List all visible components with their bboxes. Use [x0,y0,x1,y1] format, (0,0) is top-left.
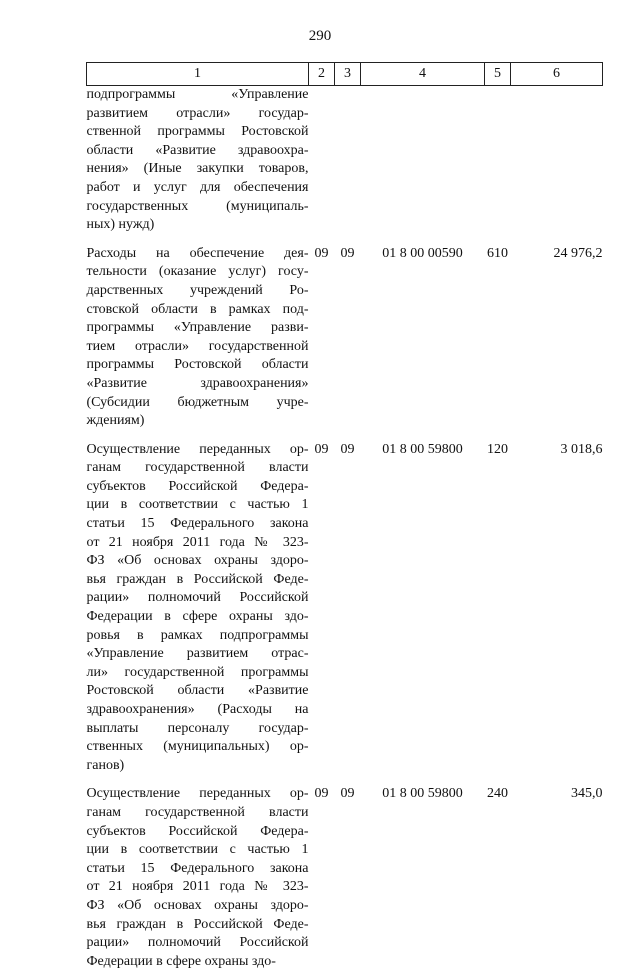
description-line: Расходы на обеспечение дея- [87,245,309,264]
description-line: ганов) [87,757,309,776]
table-row [87,441,603,776]
row-description [87,441,309,776]
description-line: тием отрасли» государственной [87,338,309,357]
description-line: рации» полномочий Российской [87,934,309,953]
table-body [87,86,603,971]
page-number: 290 [0,28,640,45]
budget-table [86,62,603,971]
row-description [87,86,309,235]
table-header-row [87,63,603,86]
description-line: ственной программы Ростовской [87,123,309,142]
description-line: от 21 ноября 2011 года № 323- [87,534,309,553]
description-line: подпрограммы «Управление [87,86,309,105]
description-line: рации» полномочий Российской [87,589,309,608]
description-line: статьи 15 Федерального закона [87,515,309,534]
description-line: ФЗ «Об основах охраны здоро- [87,552,309,571]
description-line: ганам государственной власти [87,459,309,478]
column-header-3: 3 [335,63,361,86]
target-article-code [361,86,485,235]
description-line: выплаты персоналу государ- [87,720,309,739]
table-row [87,245,603,431]
expense-type-code: 240 [485,785,511,971]
row-spacer [87,775,603,785]
description-line: вья граждан в Российской Феде- [87,916,309,935]
description-line: ных) нужд) [87,216,309,235]
row-spacer [87,235,603,245]
description-line: Федерации в сфере охраны здо- [87,608,309,627]
description-line: вья граждан в Российской Феде- [87,571,309,590]
description-line: программы Ростовской области [87,356,309,375]
description-line: субъектов Российской Федера- [87,478,309,497]
expense-type-code: 610 [485,245,511,431]
description-line: тельности (оказание услуг) госу- [87,263,309,282]
description-line: от 21 ноября 2011 года № 323- [87,878,309,897]
subsection-code: 09 [335,245,361,431]
column-header-6: 6 [511,63,603,86]
subsection-code: 09 [335,785,361,971]
description-line: ции в соответствии с частью 1 [87,496,309,515]
column-header-5: 5 [485,63,511,86]
column-header-2: 2 [309,63,335,86]
section-code [309,86,335,235]
description-line: «Развитие здравоохранения» [87,375,309,394]
description-line: ции в соответствии с частью 1 [87,841,309,860]
subsection-code: 09 [335,441,361,776]
target-article-code: 01 8 00 59800 [361,441,485,776]
description-line: развитием отрасли» государ- [87,105,309,124]
row-spacer-cell [87,235,603,245]
subsection-code [335,86,361,235]
section-code: 09 [309,785,335,971]
target-article-code: 01 8 00 59800 [361,785,485,971]
description-line: области «Развитие здравоохра- [87,142,309,161]
description-line: программы «Управление разви- [87,319,309,338]
description-line: Федерации в сфере охраны здо- [87,953,309,971]
section-code: 09 [309,245,335,431]
column-header-4: 4 [361,63,485,86]
description-line: работ и услуг для обеспечения [87,179,309,198]
description-line: Осуществление переданных ор- [87,441,309,460]
description-line: «Управление развитием отрас- [87,645,309,664]
description-line: ганам государственной власти [87,804,309,823]
column-header-1: 1 [87,63,309,86]
description-line: стовской области в рамках под- [87,301,309,320]
row-spacer-cell [87,431,603,441]
description-line: дарственных учреждений Ро- [87,282,309,301]
amount-value [511,86,603,235]
amount-value: 345,0 [511,785,603,971]
description-line: ждениям) [87,412,309,431]
amount-value: 24 976,2 [511,245,603,431]
amount-value: 3 018,6 [511,441,603,776]
row-spacer [87,431,603,441]
description-line: государственных (муниципаль- [87,198,309,217]
description-line: ственных (муниципальных) ор- [87,738,309,757]
description-line: нения» (Иные закупки товаров, [87,160,309,179]
description-line: ФЗ «Об основах охраны здоро- [87,897,309,916]
expense-type-code [485,86,511,235]
row-spacer-cell [87,775,603,785]
description-line: субъектов Российской Федера- [87,823,309,842]
row-description [87,245,309,431]
description-line: (Субсидии бюджетным учре- [87,394,309,413]
expense-type-code: 120 [485,441,511,776]
row-description [87,785,309,971]
description-line: здравоохранения» (Расходы на [87,701,309,720]
target-article-code: 01 8 00 00590 [361,245,485,431]
description-line: ли» государственной программы [87,664,309,683]
description-line: Ростовской области «Развитие [87,682,309,701]
section-code: 09 [309,441,335,776]
table-row [87,86,603,235]
description-line: Осуществление переданных ор- [87,785,309,804]
description-line: ровья в рамках подпрограммы [87,627,309,646]
description-line: статьи 15 Федерального закона [87,860,309,879]
table-row [87,785,603,971]
